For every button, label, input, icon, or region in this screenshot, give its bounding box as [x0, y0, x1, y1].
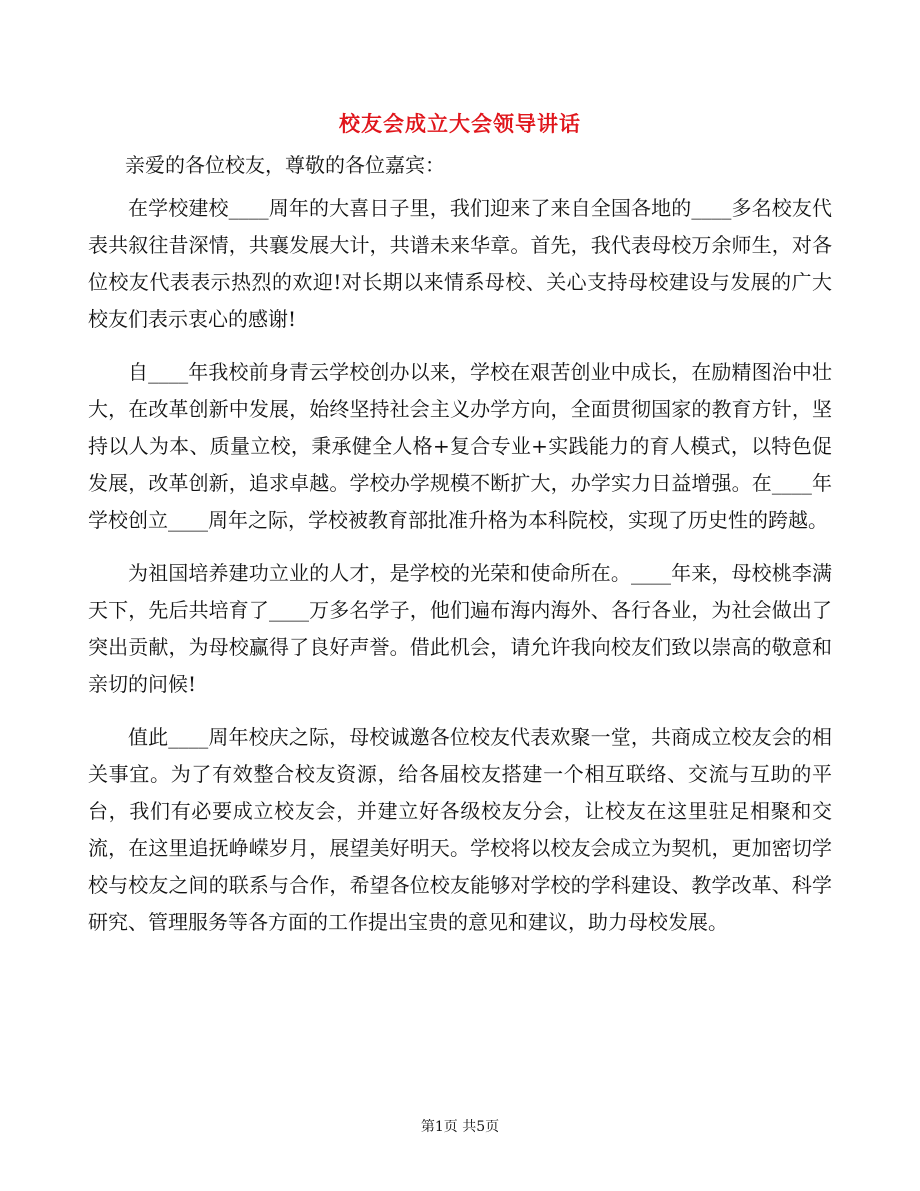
paragraph-3: 为祖国培养建功立业的人才，是学校的光荣和使命所在。____年来，母校桃李满天下，先后共培育了____万多名学子，他们遍布海内海外、各行各业，为社会做出了突出贡献，为母校赢得了良好声誉。借此机会，请允许我向校友们致以崇高的敬意和亲切的问候!: [88, 561, 832, 696]
page-indicator: 第1页 共5页: [420, 1119, 500, 1135]
salutation: 亲爱的各位校友，尊敬的各位嘉宾：: [125, 153, 445, 177]
document-title: 校友会成立大会领导讲话: [339, 111, 581, 136]
paragraph-4: 值此____周年校庆之际，母校诚邀各位校友代表欢聚一堂，共商成立校友会的相关事宜。为了有效整合校友资源，给各届校友搭建一个相互联络、交流与互助的平台，我们有必要成立校友会，并建立好各级校友分会，让校友在这里驻足相聚和交流，在这里追抚峥嵘岁月，展望美好明天。学校将以校友会成立为契机，更加密切学校与校友之间的联系与合作，希望各位校友能够对学校的学科建设、教学改革、科学研究、管理服务等各方面的工作提出宝贵的意见和建议，助力母校发展。: [88, 725, 832, 934]
paragraph-2: 自____年我校前身青云学校创办以来，学校在艰苦创业中成长，在励精图治中壮大，在改革创新中发展，始终坚持社会主义办学方向，全面贯彻国家的教育方针，坚持以人为本、质量立校，秉承健全人格+复合专业+实践能力的育人模式，以特色促发展，改革创新，追求卓越。学校办学规模不断扩大，办学实力日益增强。在____年学校创立____周年之际，学校被教育部批准升格为本科院校，实现了历史性的跨越。: [88, 360, 832, 532]
document-body: [88, 190, 832, 957]
paragraph-1: 在学校建校____周年的大喜日子里，我们迎来了来自全国各地的____多名校友代表共叙往昔深情，共襄发展大计，共谱未来华章。首先，我代表母校万余师生，对各位校友代表表示热烈的欢迎!对长期以来情系母校、关心支持母校建设与发展的广大校友们表示衷心的感谢!: [88, 196, 832, 331]
